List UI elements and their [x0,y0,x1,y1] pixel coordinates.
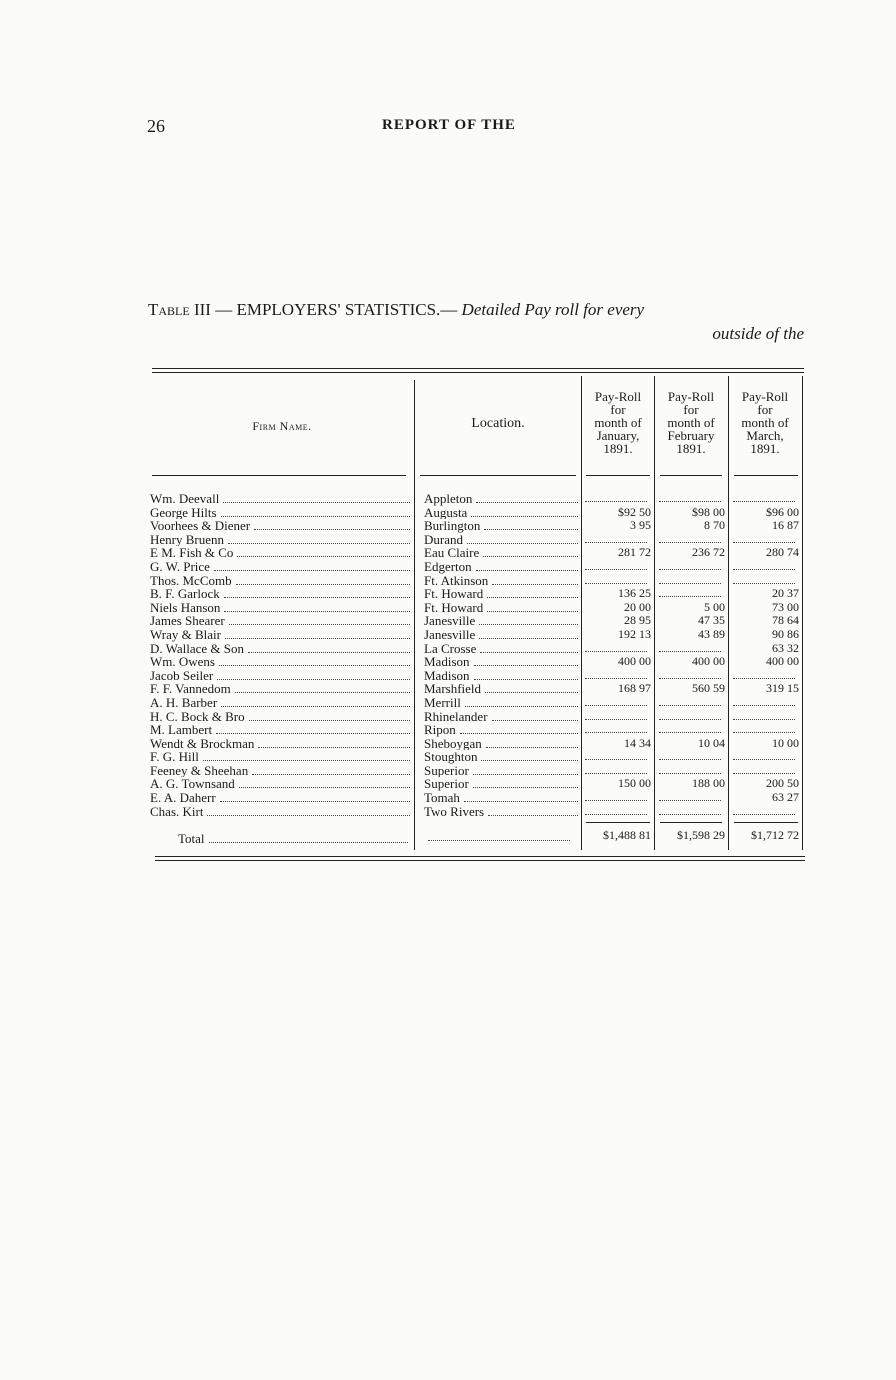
table-cell-feb [655,805,725,819]
table-row-location: Appleton [424,492,580,506]
table-row-location: Two Rivers [424,805,580,819]
table-cell-jan: 192 13 [618,627,651,641]
table-cell-feb [655,723,725,737]
table-row-location: Madison [424,655,580,669]
table-cell-mar [729,710,799,724]
table-cell-mar: $96 00 [766,505,799,519]
header-january: Pay-Roll for month of January, 1891. [594,389,642,456]
january-column [581,492,651,818]
table-cell-jan: 20 00 [624,600,651,614]
table-row-location: Ft. Atkinson [424,574,580,588]
table-cell-feb [655,560,725,574]
table-row-firm: Thos. McComb [150,574,412,588]
header-february: Pay-Roll for month of February 1891. [667,389,715,456]
header-location: Location. [471,416,525,431]
top-rule [152,368,804,369]
table-cell-mar [729,492,799,506]
table-cell-feb [655,574,725,588]
payroll-table [150,372,806,852]
table-row-firm: D. Wallace & Son [150,642,412,656]
header-underline-location [420,475,576,476]
table-row-firm: A. H. Barber [150,696,412,710]
table-cell-jan: 14 34 [624,736,651,750]
table-row-location: Durand [424,533,580,547]
divider-right [802,376,803,850]
table-cell-mar [729,750,799,764]
table-cell-mar [729,723,799,737]
table-row-location: Burlington [424,519,580,533]
divider-firm-location [414,380,415,850]
table-cell-mar [729,560,799,574]
table-row-location: Superior [424,777,580,791]
total-rule-feb [660,822,722,823]
table-row-location: Rhinelander [424,710,580,724]
table-row-firm: E M. Fish & Co [150,546,412,560]
table-cell-feb [655,533,725,547]
caption-dash2: — [440,300,462,319]
table-row-firm: F. G. Hill [150,750,412,764]
table-row-firm: Feeney & Sheehan [150,764,412,778]
table-row-firm: Niels Hanson [150,601,412,615]
table-row-location: Ripon [424,723,580,737]
page-number: 26 [147,116,165,136]
total-january: $1,488 81 [603,828,651,842]
table-cell-jan [581,710,651,724]
firm-name-column [150,492,412,818]
table-cell-mar [729,696,799,710]
caption-detail: Detailed Pay roll for every [461,300,645,319]
table-cell-feb [655,791,725,805]
table-cell-mar [729,669,799,683]
table-cell-jan [581,533,651,547]
total-label: Total [178,831,410,847]
table-cell-jan: 150 00 [618,777,651,791]
running-head: REPORT OF THE [382,117,516,133]
table-cell-jan [581,560,651,574]
table-row-location: Superior [424,764,580,778]
caption-dash: — [210,300,237,319]
header-underline-firm [152,475,406,476]
table-cell-mar: 280 74 [766,546,799,560]
header-firm-name: Firm Name. [252,419,312,433]
table-row-location: Sheboygan [424,737,580,751]
bottom-rule-inner [155,860,805,861]
table-cell-jan [581,805,651,819]
table-row-location: Ft. Howard [424,587,580,601]
table-cell-feb: 43 89 [698,627,725,641]
table-cell-mar: 16 87 [772,519,799,533]
table-row-firm: Chas. Kirt [150,805,412,819]
table-cell-mar: 63 27 [772,791,799,805]
table-row-firm: H. C. Bock & Bro [150,710,412,724]
table-row-location: Edgerton [424,560,580,574]
table-row-firm: Wendt & Brockman [150,737,412,751]
table-cell-feb [655,587,725,601]
table-cell-jan: 3 95 [630,519,651,533]
caption-title: EMPLOYERS' STATISTICS. [236,300,441,319]
table-cell-mar [729,574,799,588]
table-row-location: Stoughton [424,750,580,764]
table-cell-mar: 319 15 [766,682,799,696]
table-cell-jan [581,669,651,683]
table-cell-jan: 168 97 [618,682,651,696]
total-rule-jan [586,822,650,823]
header-underline-feb [660,475,722,476]
february-column [655,492,725,818]
table-cell-mar: 90 86 [772,627,799,641]
table-cell-mar: 200 50 [766,777,799,791]
table-row-location: Janesville [424,614,580,628]
table-row-location: Marshfield [424,682,580,696]
table-cell-jan [581,642,651,656]
total-rule-mar [734,822,798,823]
total-location-leader [424,831,574,841]
table-row-firm: E. A. Daherr [150,791,412,805]
bottom-rule [155,856,805,857]
table-row-firm: Wray & Blair [150,628,412,642]
table-row-firm: G. W. Price [150,560,412,574]
table-row-firm: James Shearer [150,614,412,628]
table-cell-jan: 136 25 [618,587,651,601]
table-cell-mar: 20 37 [772,587,799,601]
table-cell-jan [581,791,651,805]
table-row-firm: Wm. Deevall [150,492,412,506]
table-row-location: La Crosse [424,642,580,656]
header-underline-jan [586,475,650,476]
table-cell-jan [581,492,651,506]
table-cell-feb: 236 72 [692,546,725,560]
total-february: $1,598 29 [677,828,725,842]
table-cell-feb [655,750,725,764]
location-column [424,492,580,818]
table-row-firm: A. G. Townsand [150,777,412,791]
table-row-location: Merrill [424,696,580,710]
table-cell-feb [655,669,725,683]
table-cell-jan: $92 50 [618,505,651,519]
march-column [729,492,799,818]
table-cell-jan [581,764,651,778]
table-row-firm: M. Lambert [150,723,412,737]
table-row-location: Madison [424,669,580,683]
caption-prefix: Table III [148,300,211,319]
table-row-firm: B. F. Garlock [150,587,412,601]
table-row-firm: George Hilts [150,506,412,520]
table-row-firm: Henry Bruenn [150,533,412,547]
table-cell-feb [655,696,725,710]
table-cell-feb: 560 59 [692,682,725,696]
table-cell-mar: 73 00 [772,600,799,614]
table-cell-mar: 63 32 [772,641,799,655]
table-cell-jan [581,750,651,764]
table-row-location: Janesville [424,628,580,642]
table-row-firm: Wm. Owens [150,655,412,669]
table-cell-mar [729,533,799,547]
table-row-location: Eau Claire [424,546,580,560]
table-cell-feb: 188 00 [692,777,725,791]
total-march: $1,712 72 [751,828,799,842]
table-cell-jan [581,696,651,710]
table-cell-jan: 28 95 [624,614,651,628]
table-cell-mar [729,805,799,819]
table-cell-jan: 281 72 [618,546,651,560]
table-cell-mar: 10 00 [772,736,799,750]
table-cell-jan [581,574,651,588]
table-cell-mar: 78 64 [772,614,799,628]
header-march: Pay-Roll for month of March, 1891. [741,389,789,456]
table-cell-feb [655,642,725,656]
table-cell-mar: 400 00 [766,655,799,669]
table-cell-feb: 47 35 [698,614,725,628]
table-cell-feb: 5 00 [704,600,725,614]
table-row-location: Augusta [424,506,580,520]
table-cell-feb: 10 04 [698,736,725,750]
table-cell-feb [655,492,725,506]
header-underline-mar [734,475,798,476]
table-cell-feb [655,764,725,778]
table-cell-feb: 400 00 [692,655,725,669]
table-cell-feb [655,710,725,724]
table-row-firm: F. F. Vannedom [150,682,412,696]
table-cell-feb: 8 70 [704,519,725,533]
table-row-location: Ft. Howard [424,601,580,615]
table-cell-jan: 400 00 [618,655,651,669]
table-cell-jan [581,723,651,737]
table-row-firm: Voorhees & Diener [150,519,412,533]
caption-line2: outside of the [712,324,804,343]
table-cell-feb: $98 00 [692,505,725,519]
table-cell-mar [729,764,799,778]
table-caption [148,298,804,346]
table-row-firm: Jacob Seiler [150,669,412,683]
table-row-location: Tomah [424,791,580,805]
